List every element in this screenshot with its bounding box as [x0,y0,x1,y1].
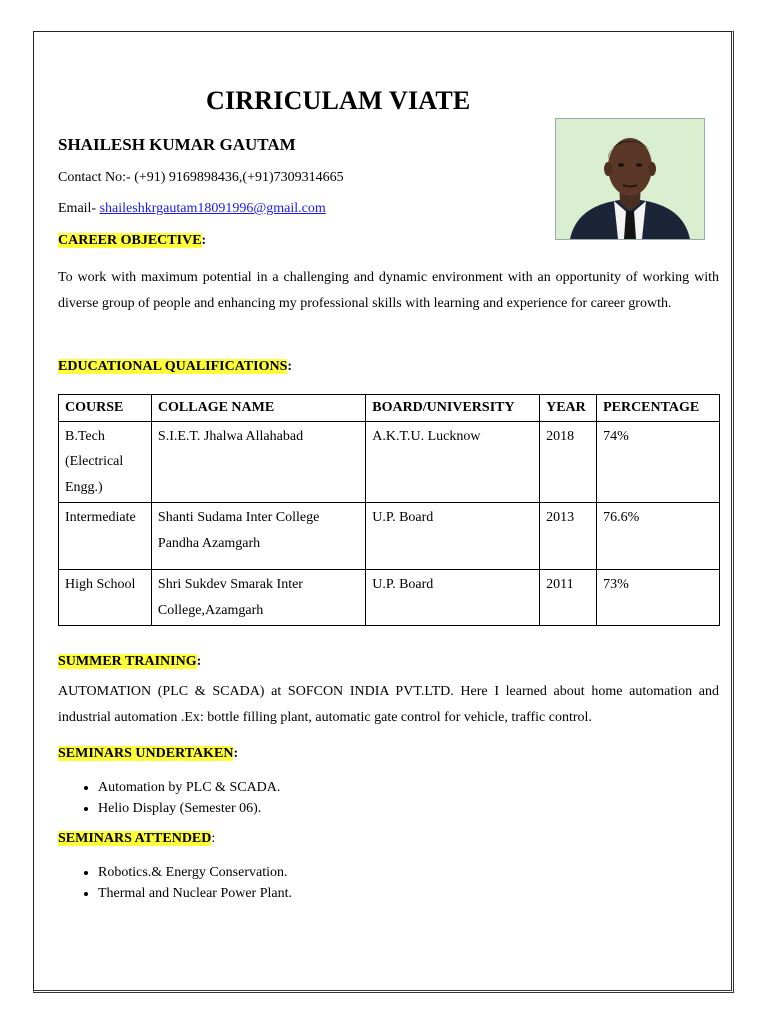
career-objective-heading: CAREER OBJECTIVE: [58,233,207,248]
table-cell: High School [59,570,152,626]
education-table [58,394,720,626]
email-label: Email- [58,201,100,216]
table-cell: 76.6% [597,503,720,570]
table-header-row [59,395,720,422]
table-cell: 73% [597,570,720,626]
table-cell: B.Tech (Electrical Engg.) [59,421,152,503]
column-header: COURSE [59,395,152,422]
list-item: • Automation by PLC & SCADA. [98,777,280,798]
seminars-undertaken-list [58,777,280,819]
document-title: CIRRICULAM VIATE [206,86,471,115]
education-heading: EDUCATIONAL QUALIFICATIONS: [58,359,293,374]
table-cell: 2011 [540,570,597,626]
summer-training-text: AUTOMATION (PLC & SCADA) at SOFCON INDIA PVT.LTD. Here I learned about home automation and industrial automation .Ex: bottle filling plant, automatic gate control for vehicle, traffic control. [58,684,719,725]
seminars-attended-list [58,862,292,904]
table-cell: 2018 [540,421,597,503]
column-header: YEAR [540,395,597,422]
list-item: • Robotics.& Energy Conservation. [98,862,292,883]
table-cell: S.I.E.T. Jhalwa Allahabad [151,421,365,503]
column-header: BOARD/UNIVERSITY [366,395,540,422]
career-objective-text: To work with maximum potential in a challenging and dynamic environment with an opportunity of working with diverse group of people and enhancing my professional skills with learning and experience for career growth. [58,270,719,311]
table-row [59,570,720,626]
seminars-attended-heading: SEMINARS ATTENDED: [58,831,216,846]
email-link[interactable]: shaileshkrgautam18091996@gmail.com [99,201,326,216]
table-cell: Intermediate [59,503,152,570]
table-cell: Shanti Sudama Inter College Pandha Azamgarh [151,503,365,570]
table-cell: 74% [597,421,720,503]
table-row [59,503,720,570]
contact-line: Contact No:- (+91) 9169898436,(+91)7309314665 [58,170,344,185]
table-cell: A.K.T.U. Lucknow [366,421,540,503]
column-header: COLLAGE NAME [151,395,365,422]
seminars-undertaken-heading: SEMINARS UNDERTAKEN: [58,746,239,761]
email-line [58,201,326,217]
table-cell: Shri Sukdev Smarak Inter College,Azamgarh [151,570,365,626]
table-cell: U.P. Board [366,503,540,570]
column-header: PERCENTAGE [597,395,720,422]
table-cell: U.P. Board [366,570,540,626]
profile-photo [555,118,705,240]
summer-training-heading: SUMMER TRAINING: [58,654,202,669]
table-cell: 2013 [540,503,597,570]
list-item: • Thermal and Nuclear Power Plant. [98,883,292,904]
candidate-name: SHAILESH KUMAR GAUTAM [58,135,296,154]
table-row [59,421,720,503]
list-item: • Helio Display (Semester 06). [98,798,280,819]
